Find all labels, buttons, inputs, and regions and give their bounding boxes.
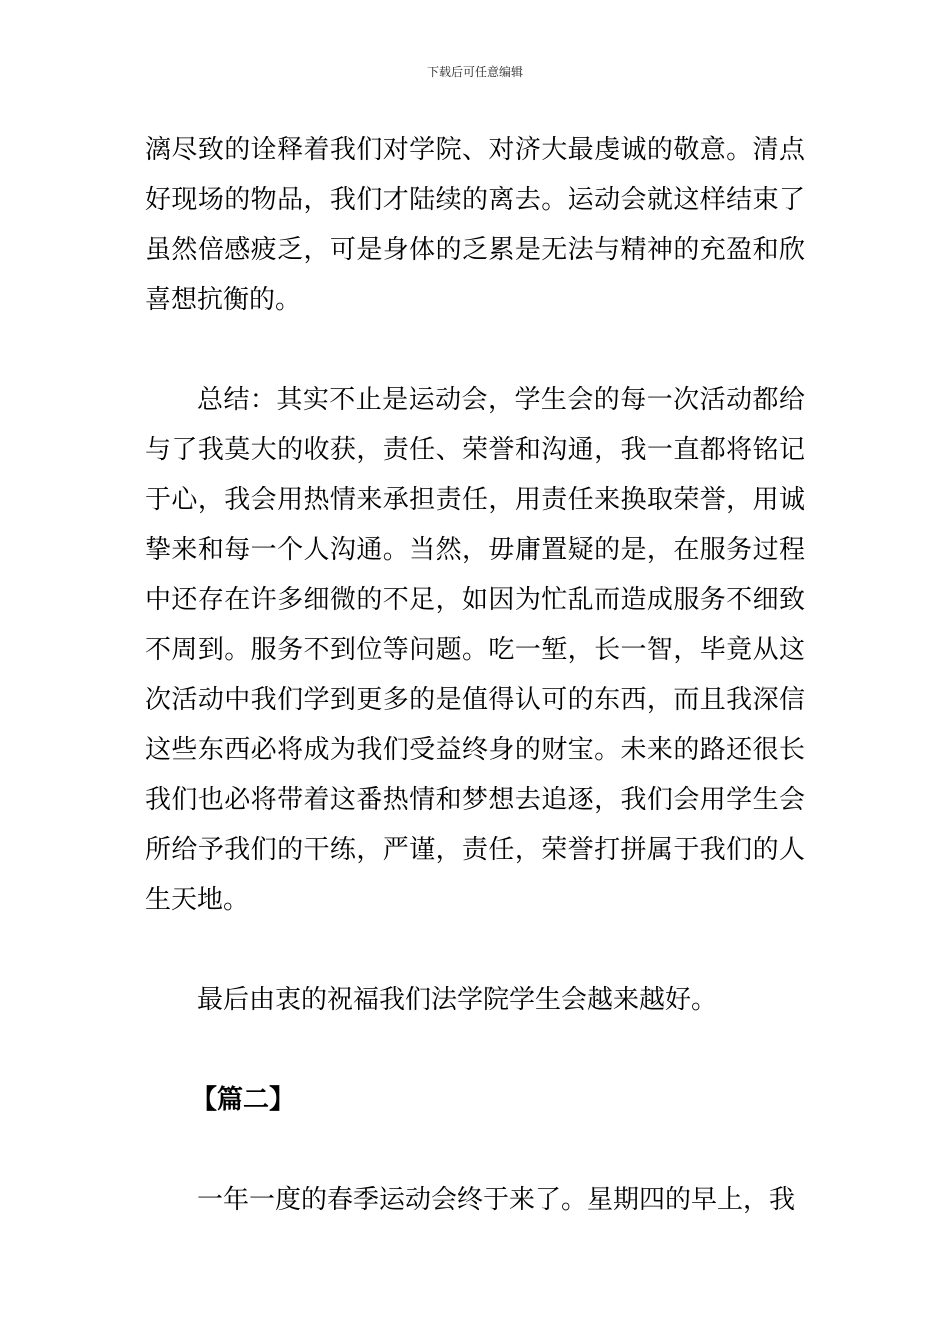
paragraph-summary: 总结：其实不止是运动会，学生会的每一次活动都给与了我莫大的收获，责任、荣誉和沟通，我一直都将铭记于心，我会用热情来承担责任，用责任来换取荣誉，用诚挚来和每一个人沟通。当然，毋庸置疑的是，在服务过程中还存在许多细微的不足，如因为忙乱而造成服务不细致不周到。服务不到位等问题。吃一堑，长一智，毕竟从这次活动中我们学到更多的是值得认可的东西，而且我深信这些东西必将成为我们受益终身的财宝。未来的路还很长我们也必将带着这番热情和梦想去追逐，我们会用学生会所给予我们的干练，严谨，责任，荣誉打拼属于我们的人生天地。 xyxy=(145,385,805,915)
paragraph-gap xyxy=(145,325,805,375)
paragraph-continuation: 漓尽致的诠释着我们对学院、对济大最虔诚的敬意。清点好现场的物品，我们才陆续的离去。运动会就这样结束了虽然倍感疲乏，可是身体的乏累是无法与精神的充盈和欣喜想抗衡的。 xyxy=(145,135,805,315)
paragraph-closing: 最后由衷的祝福我们法学院学生会越来越好。 xyxy=(197,985,718,1015)
paragraph-gap xyxy=(145,1125,805,1175)
section-heading: 【篇二】 xyxy=(191,1085,296,1115)
paragraph-part-two: 一年一度的春季运动会终于来了。星期四的早上，我 xyxy=(197,1185,796,1215)
paragraph-gap xyxy=(145,925,805,975)
document-body xyxy=(145,125,805,1225)
page-header: 下载后可任意编辑 xyxy=(426,65,523,79)
paragraph-gap xyxy=(145,1025,805,1075)
